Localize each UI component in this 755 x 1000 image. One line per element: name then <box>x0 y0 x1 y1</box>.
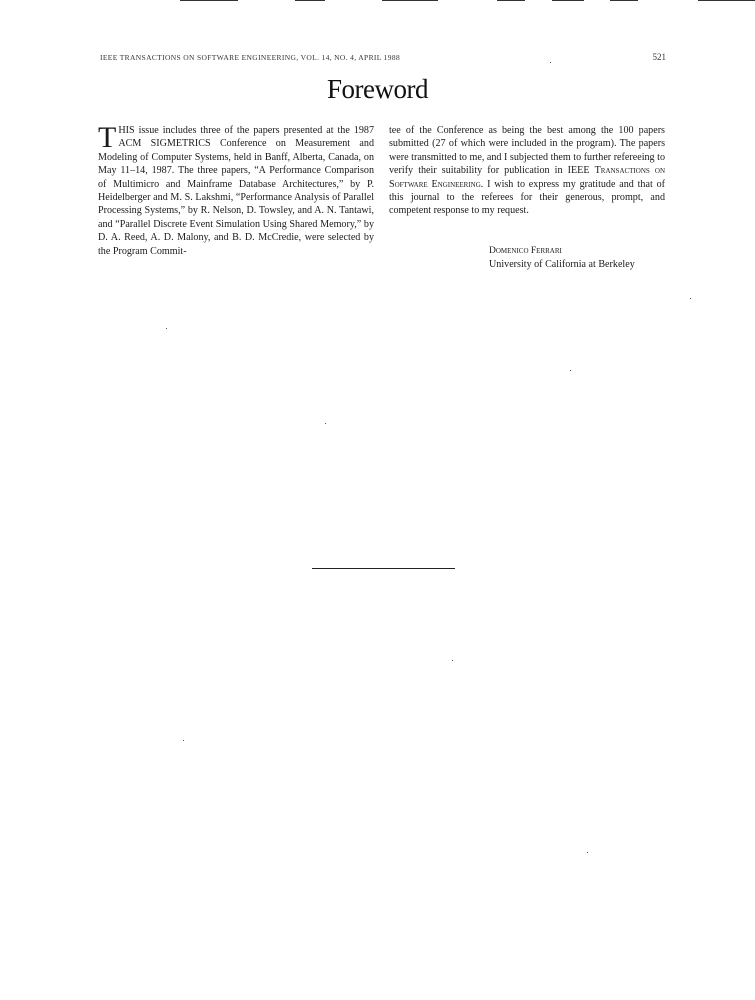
scan-mark <box>180 0 238 1</box>
body-column-left <box>98 121 374 258</box>
paragraph-text: . I wish to express my gratitude and that of this journal to the referees for their generous, prompt, and competent response to my request. <box>389 178 665 217</box>
scan-mark <box>382 0 438 1</box>
body-column-right <box>389 124 665 218</box>
footnote-rule <box>312 568 455 569</box>
page-number: 521 <box>652 52 666 62</box>
scan-mark <box>552 0 584 1</box>
author-affiliation: University of California at Berkeley <box>489 259 635 270</box>
scan-speck <box>325 423 326 424</box>
journal-citation: IEEE TRANSACTIONS ON SOFTWARE ENGINEERING, VOL. 14, NO. 4, APRIL 1988 <box>100 53 401 62</box>
scan-speck <box>166 328 167 329</box>
scan-speck <box>550 62 551 63</box>
running-header <box>100 53 666 65</box>
scan-mark <box>698 0 755 1</box>
drop-cap: T <box>98 121 117 154</box>
author-name: Domenico Ferrari <box>489 246 562 256</box>
article-title: Foreword <box>327 74 428 104</box>
scan-mark <box>295 0 325 1</box>
scan-speck <box>452 660 453 661</box>
signature-block <box>489 244 635 272</box>
scan-mark <box>610 0 638 1</box>
paragraph-text: HIS issue includes three of the papers presented at the 1987 ACM SIGMETRICS Conference on Measurement and Modeling of Computer Systems, held in Banff, Alberta, Canada, on May 11–14, 1987. The three papers, “A Performance Comparison of Multimicro and Mainframe Database Architectures,” by P. Heidelberger and M. S. Lakshmi, “Performance Analysis of Parallel Processing Systems,” by R. Nelson, D. Towsley, and A. N. Tantawi, and “Parallel Discrete Event Simulation Using Shared Memory,” by D. A. Reed, A. D. Malony, and B. D. McCredie, were selected by the Program Commit- <box>98 125 374 257</box>
journal-name-smallcaps: Transactions on Software Engineering <box>389 165 665 190</box>
scan-speck <box>183 740 184 741</box>
scan-mark <box>497 0 525 1</box>
scan-speck <box>690 298 691 299</box>
scan-speck <box>570 370 571 371</box>
paragraph-text: tee of the Conference as being the best among the 100 papers submitted (27 of which were included in the program). The papers were transmitted to me, and I subjected them to further refereeing to verify their suitability for publication in IEEE <box>389 125 665 177</box>
scan-speck <box>587 852 588 853</box>
